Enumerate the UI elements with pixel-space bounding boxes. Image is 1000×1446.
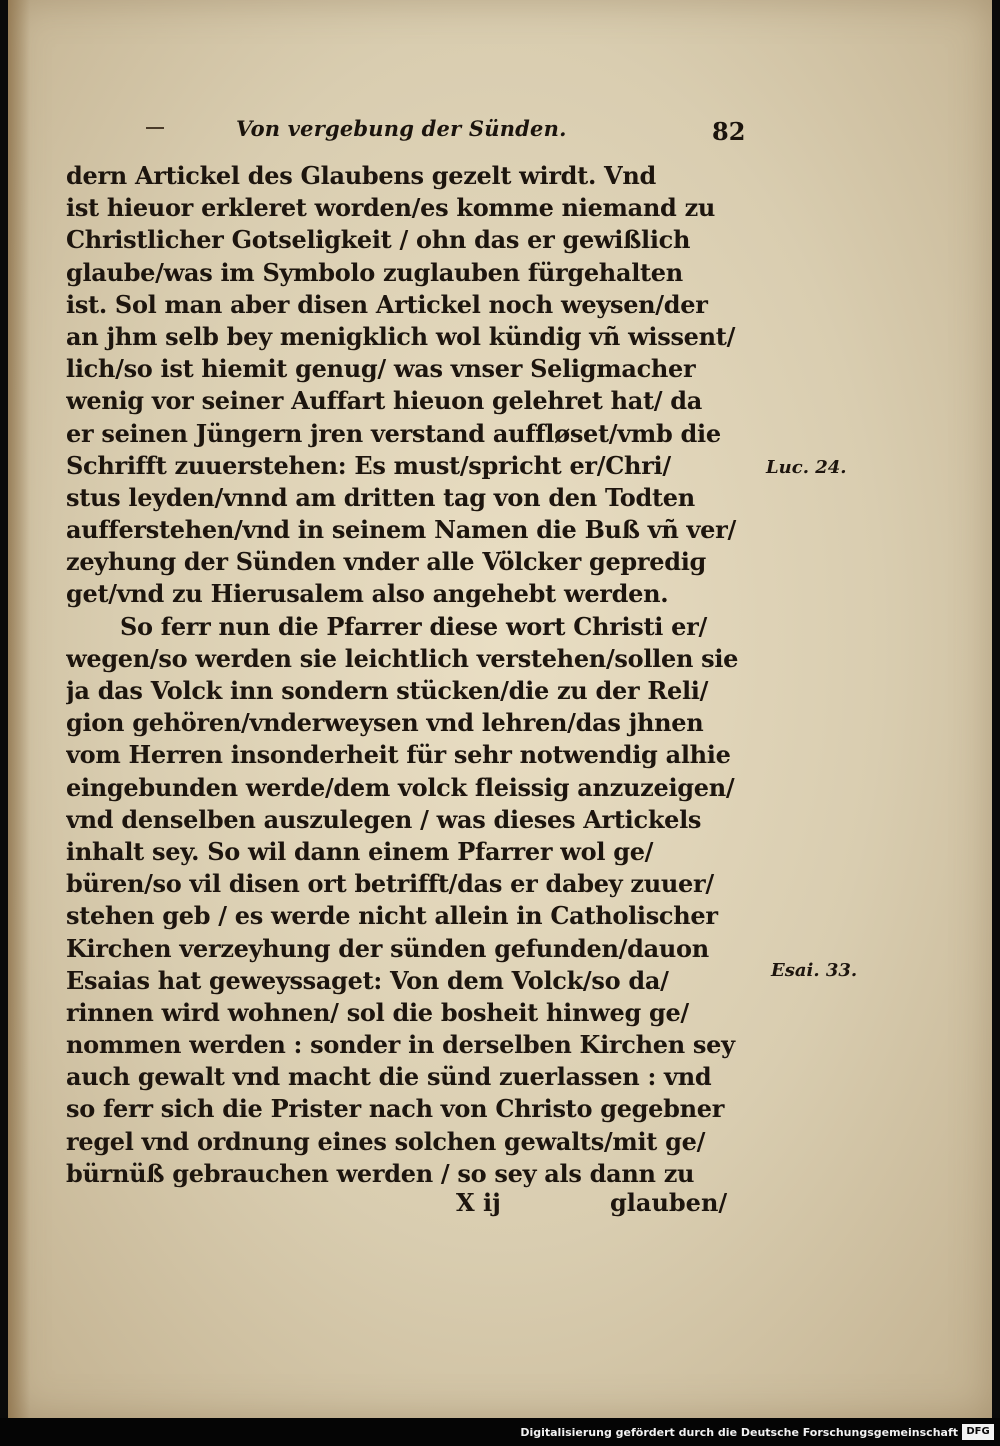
text-line: auch gewalt vnd macht die sünd zuerlassen : vnd [66, 1062, 712, 1092]
page-number: 82 [712, 117, 746, 146]
text-line: rinnen wird wohnen/ sol die bosheit hinweg ge/ [66, 997, 689, 1027]
text-line: ja das Volck inn sondern stücken/die zu der Reli/ [66, 676, 709, 705]
text-line: Esaias hat geweyssaget: Von dem Volck/so da/ [66, 965, 669, 995]
text-line: wegen/so werden sie leichtlich verstehen/sollen sie [66, 643, 739, 673]
text-line: get/vnd zu Hierusalem also angehebt werden. [66, 579, 669, 609]
text-line: eingebunden werde/dem volck fleissig anzuzeigen/ [66, 772, 735, 802]
paragraph-start-line: So ferr nun die Pfarrer diese wort Christi er/ [120, 611, 707, 641]
text-line: zeyhung der Sünden vnder alle Völcker geprediɡ [66, 547, 707, 577]
dfg-logo-icon: DFG [962, 1424, 994, 1440]
text-line: büren/so vil disen ort betrifft/das er dabey zuuer/ [66, 869, 714, 899]
text-line: lich/so ist hiemit genug/ was vnser Seligmacher [66, 354, 696, 384]
text-line: inhalt sey. So wil dann einem Pfarrer wol ge/ [66, 836, 654, 866]
catchword: glauben/ [610, 1188, 728, 1217]
page-gutter-shadow [8, 0, 30, 1418]
text-line: wenig vor seiner Auffart hieuon gelehret hat/ da [66, 386, 703, 416]
text-line: nommen werden : sonder in derselben Kirchen sey [66, 1030, 735, 1060]
signature-mark: X ij [456, 1188, 501, 1217]
funding-credit: Digitalisierung gefördert durch die Deutsche Forschungsgemeinschaft [520, 1426, 958, 1439]
text-line: Schrifft zuuerstehen: Es must/spricht er/Chri/ [66, 450, 671, 480]
text-line: gion gehören/vnderweysen vnd lehren/das jhnen [66, 708, 704, 738]
marginal-note-isaiah: Esai. 33. [771, 960, 858, 981]
text-line: vom Herren insonderheit für sehr notwendig alhie [66, 740, 731, 770]
text-line: stehen geb / es werde nicht allein in Catholischer [66, 901, 718, 931]
text-line: an jhm selb bey menigklich wol kündig vñ wissent/ [66, 321, 736, 351]
text-line: ist. Sol man aber disen Artickel noch weysen/der [66, 289, 708, 319]
text-line: er seinen Jüngern jren verstand auffløset/vmb die [66, 418, 721, 448]
text-line: vnd denselben auszulegen / was dieses Artickels [66, 804, 702, 834]
text-line: regel vnd ordnung eines solchen gewalts/mit ge/ [66, 1126, 706, 1156]
marginal-note-luke: Luc. 24. [766, 457, 847, 478]
text-line: Kirchen verzeyhung der sünden gefunden/dauon [66, 933, 709, 963]
text-line: stus leyden/vnnd am dritten tag von den Todten [66, 482, 695, 512]
running-head-rule [146, 127, 164, 129]
running-head: Von vergebung der Sünden. [236, 116, 567, 141]
text-line: bürnüß gebrauchen werden / so sey als dann zu [66, 1158, 695, 1188]
text-line: ist hieuor erkleret worden/es komme niemand zu [66, 193, 716, 223]
text-line: so ferr sich die Prister nach von Christo gegebner [66, 1094, 725, 1124]
text-line: aufferstehen/vnd in seinem Namen die Buß vñ ver/ [66, 515, 736, 545]
text-line: glaube/was im Symbolo zuglauben fürgehalten [66, 257, 683, 287]
body-text [66, 160, 746, 1190]
text-line: Christlicher Gotseligkeit / ohn das er gewißlich [66, 225, 691, 255]
text-line: dern Artickel des Glaubens gezelt wirdt. Vnd [66, 161, 657, 190]
